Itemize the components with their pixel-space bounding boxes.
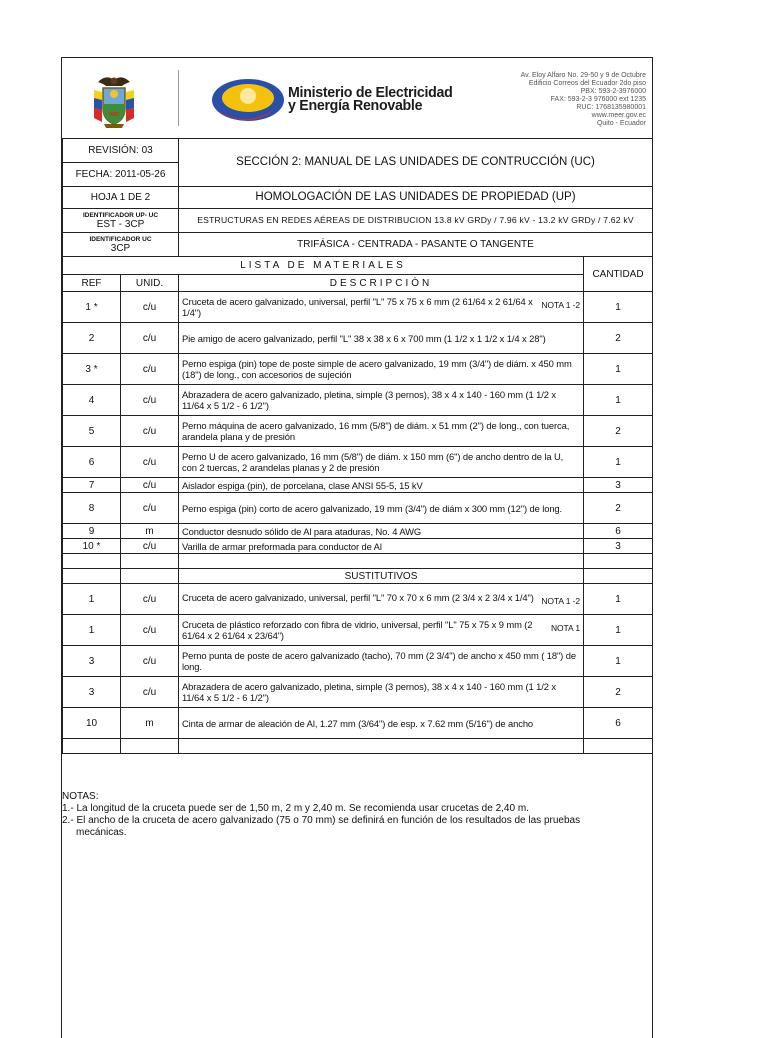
blank-cell (584, 554, 653, 569)
address-line: Av. Eloy Alfaro No. 29-50 y 9 de Octubre (520, 72, 646, 79)
note-reference: NOTA 1 -2 (541, 300, 580, 310)
description-text: Cruceta de acero galvanizado, universal, perfil "L" 70 x 70 x 6 mm (2 3/4 x 2 3/4 x 1/4") (182, 591, 534, 603)
unit-cell: c/u (121, 385, 179, 416)
ref-cell: 2 (63, 323, 121, 354)
ref-cell: 3 (63, 646, 121, 677)
unit-cell: c/u (121, 615, 179, 646)
ref-cell: 8 (63, 493, 121, 524)
ref-cell: 9 (63, 524, 121, 539)
id-up-uc-value: EST - 3CP (96, 218, 145, 230)
unit-cell: c/u (121, 584, 179, 615)
ref-cell: 4 (63, 385, 121, 416)
note-reference: NOTA 1 (550, 623, 580, 633)
ref-cell: 6 (63, 447, 121, 478)
revision-cell: REVISIÓN: 03 (63, 139, 179, 163)
blank-row (63, 554, 653, 569)
ref-cell: 3 (63, 677, 121, 708)
table-row (63, 478, 653, 493)
blank-cell (584, 569, 653, 584)
quantity-cell: 2 (584, 677, 653, 708)
address-line: FAX: 593-2-3 976000 ext 1235 (550, 96, 646, 103)
quantity-cell: 6 (584, 524, 653, 539)
unit-cell: c/u (121, 354, 179, 385)
homologation-title: HOMOLOGACIÓN DE LAS UNIDADES DE PROPIEDAD (UP) (179, 187, 653, 209)
unit-cell: c/u (121, 416, 179, 447)
materials-list-title: LISTA DE MATERIALES (63, 257, 584, 275)
ref-cell: 10 * (63, 539, 121, 554)
description-cell (179, 292, 584, 323)
sheet-count-cell: HOJA 1 DE 2 (63, 187, 179, 209)
quantity-header: CANTIDAD (584, 257, 653, 292)
substitutes-title: SUSTITUTIVOS (179, 569, 584, 584)
address-line: PBX: 593-2-3976000 (580, 88, 646, 95)
table-row (63, 677, 653, 708)
unit-cell: c/u (121, 323, 179, 354)
table-row (63, 416, 653, 447)
blank-cell (121, 739, 179, 754)
address-line: RUC: 1768135980001 (576, 104, 646, 111)
ref-header: REF (63, 275, 121, 292)
description-text: Abrazadera de acero galvanizado, pletina, simple (3 pernos), 38 x 4 x 140 - 160 mm (1 1/2 x 11/64 x 5 1/2 - 6 1/2") (182, 389, 556, 411)
ministry-name-line1: Ministerio de Electricidad (288, 85, 453, 101)
quantity-cell: 1 (584, 615, 653, 646)
unit-cell: c/u (121, 447, 179, 478)
quantity-cell: 1 (584, 354, 653, 385)
blank-cell (63, 739, 121, 754)
description-cell (179, 493, 584, 524)
description-text: Cinta de armar de aleación de Al, 1.27 mm (3/64") de esp. x 7.62 mm (5/16") de ancho (182, 717, 534, 729)
table-row (63, 708, 653, 739)
ref-cell: 1 (63, 584, 121, 615)
description-cell (179, 584, 584, 615)
id-up-uc-label: IDENTIFICADOR UP- UC (82, 211, 159, 219)
address-line: Edificio Correos del Ecuador 2do piso (528, 80, 646, 87)
unit-cell: c/u (121, 478, 179, 493)
quantity-cell: 3 (584, 478, 653, 493)
notes-title: NOTAS: (62, 791, 99, 802)
uc-table (62, 138, 653, 754)
document-sheet (61, 57, 653, 1038)
note-1: 1.- La longitud de la cruceta puede ser de 1,50 m, 2 m y 2,40 m. Se recomienda usar crucetas de 2,40 m. (62, 803, 529, 814)
description-text: Varilla de armar preformada para conductor de Al (182, 540, 382, 552)
address-line: Quito - Ecuador (596, 120, 646, 127)
quantity-cell: 2 (584, 493, 653, 524)
blank-cell (63, 569, 121, 584)
description-text: Cruceta de acero galvanizado, universal, perfil "L" 75 x 75 x 6 mm (2 61/64 x 2 61/64 x 1/4") (182, 296, 533, 318)
description-cell (179, 416, 584, 447)
ref-cell: 7 (63, 478, 121, 493)
blank-cell (179, 554, 584, 569)
table-row (63, 447, 653, 478)
description-text: Perno máquina de acero galvanizado, 16 mm (5/8") de diám. x 51 mm (2") de long., con tuerca, arandela plana y de presión (182, 420, 570, 442)
table-row (63, 524, 653, 539)
unit-cell: c/u (121, 539, 179, 554)
unit-cell: c/u (121, 292, 179, 323)
note-reference: NOTA 1 -2 (541, 595, 580, 606)
blank-cell (121, 554, 179, 569)
header-divider (178, 70, 179, 126)
description-text: Pie amigo de acero galvanizado, perfil "L" 38 x 38 x 6 x 700 mm (1 1/2 x 1 1/2 x 1/4 x 28") (182, 332, 546, 344)
quantity-cell: 2 (584, 416, 653, 447)
ref-cell: 1 * (63, 292, 121, 323)
ref-cell: 10 (63, 708, 121, 739)
table-row (63, 354, 653, 385)
quantity-cell: 1 (584, 646, 653, 677)
quantity-cell: 1 (584, 292, 653, 323)
note-2: 2.- El ancho de la cruceta de acero galvanizado (75 o 70 mm) se definirá en función de los resultados de las pruebas (62, 815, 581, 826)
coat-of-arms-icon (84, 72, 144, 132)
unit-cell: c/u (121, 493, 179, 524)
description-cell (179, 447, 584, 478)
ministry-name-line2: y Energía Renovable (288, 98, 423, 114)
description-cell (179, 677, 584, 708)
quantity-cell: 1 (584, 584, 653, 615)
description-text: Perno punta de poste de acero galvanizado (tacho), 70 mm (2 3/4") de ancho x 450 mm ( 18") de long. (182, 650, 576, 672)
table-row (63, 323, 653, 354)
unit-cell: c/u (121, 677, 179, 708)
description-cell (179, 539, 584, 554)
description-cell (179, 615, 584, 646)
id-uc-label: IDENTIFICADOR UC (89, 235, 152, 243)
description-text: Aislador espiga (pin), de porcelana, clase ANSI 55-5, 15 kV (182, 479, 423, 491)
id-uc-cell (63, 233, 179, 257)
phase-type-title: TRIFÁSICA - CENTRADA - PASANTE O TANGENTE (179, 233, 653, 257)
blank-cell (179, 739, 584, 754)
date-cell: FECHA: 2011-05-26 (63, 163, 179, 187)
blank-row (63, 739, 653, 754)
ministry-logo-icon (210, 78, 286, 122)
description-text: Cruceta de plástico reforzado con fibra de vidrio, universal, perfil "L" 75 x 75 x 9 mm (2 61/64 x 2 61/64 x 23/64") (182, 619, 533, 641)
description-cell (179, 323, 584, 354)
table-row (63, 584, 653, 615)
section-title: SECCIÓN 2: MANUAL DE LAS UNIDADES DE CONTRUCCIÓN (UC) (179, 139, 653, 187)
table-row (63, 292, 653, 323)
ref-cell: 3 * (63, 354, 121, 385)
description-header: DESCRIPCIÒN (179, 275, 584, 292)
description-text: Abrazadera de acero galvanizado, pletina, simple (3 pernos), 38 x 4 x 140 - 160 mm (1 1/2 x 11/64 x 5 1/2 - 6 1/2") (182, 681, 556, 703)
quantity-cell: 1 (584, 385, 653, 416)
description-text: Perno U de acero galvanizado, 16 mm (5/8") de diám. x 150 mm (6") de ancho dentro de la U, con 2 tuercas, 2 arandelas planas y 2 de presión (182, 451, 564, 473)
quantity-cell: 2 (584, 323, 653, 354)
quantity-cell: 6 (584, 708, 653, 739)
id-up-uc-cell (63, 209, 179, 233)
blank-cell (121, 569, 179, 584)
description-cell (179, 524, 584, 539)
structures-title: ESTRUCTURAS EN REDES AÉREAS DE DISTRIBUCION 13.8 kV GRDy / 7.96 kV - 13.2 kV GRDy / 7.62 kV (179, 209, 653, 233)
ref-cell: 5 (63, 416, 121, 447)
unit-header: UNID. (121, 275, 179, 292)
table-row (63, 539, 653, 554)
unit-cell: m (121, 524, 179, 539)
id-uc-value: 3CP (110, 242, 131, 254)
description-cell (179, 354, 584, 385)
table-row (63, 615, 653, 646)
table-row (63, 646, 653, 677)
description-cell (179, 478, 584, 493)
unit-cell: c/u (121, 646, 179, 677)
letterhead (62, 58, 652, 139)
description-cell (179, 646, 584, 677)
table-row (63, 385, 653, 416)
notes-section (62, 791, 652, 839)
table-row (63, 493, 653, 524)
description-cell (179, 708, 584, 739)
description-cell (179, 385, 584, 416)
blank-cell (584, 739, 653, 754)
substitutes-title-row (63, 569, 653, 584)
description-text: Perno espiga (pin) corto de acero galvanizado, 19 mm (3/4") de diám x 300 mm (12") de long. (182, 502, 563, 514)
description-text: Perno espiga (pin) tope de poste simple de acero galvanizado, 19 mm (3/4") de diám. x 450 mm (18") de long., con accesorios de sujeción (182, 358, 572, 380)
description-text: Conductor desnudo sólido de Al para ataduras, No. 4 AWG (182, 525, 422, 537)
quantity-cell: 1 (584, 447, 653, 478)
address-line: www.meer.gov.ec (591, 112, 646, 119)
blank-cell (63, 554, 121, 569)
unit-cell: m (121, 708, 179, 739)
note-2-continuation: mecánicas. (76, 827, 127, 838)
ref-cell: 1 (63, 615, 121, 646)
quantity-cell: 3 (584, 539, 653, 554)
